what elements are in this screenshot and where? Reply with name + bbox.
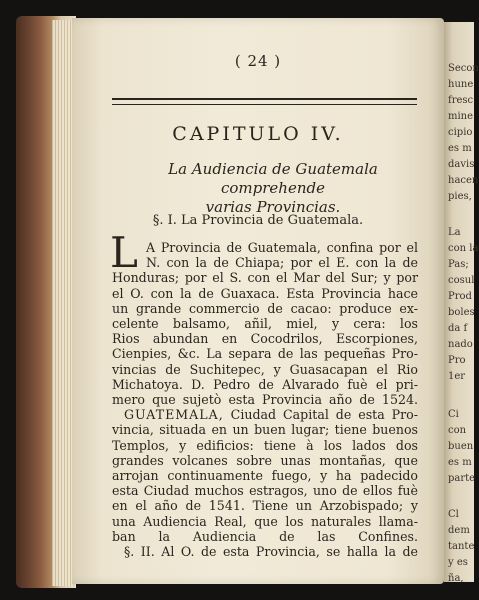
facing-page-fragment: Secon: [448, 63, 479, 74]
facing-page-fragment: tante: [448, 541, 475, 552]
chapter-title: CAPITULO IV.: [172, 123, 344, 145]
text-line: una Audiencia Real, que los naturales llama-: [112, 513, 418, 529]
text-line: Michatoya. D. Pedro de Alvarado fuè el pri-: [112, 376, 418, 392]
text-line: Rios abundan en Cocodrilos, Escorpiones,: [112, 331, 418, 347]
facing-page-fragment: con: [448, 425, 467, 436]
text-line: un grande commercio de cacao: produce ex-: [112, 300, 418, 316]
facing-page-fragment: fresc: [448, 95, 474, 106]
facing-page-fragment: Prod: [448, 291, 472, 302]
facing-page-fragment: cosul: [448, 275, 475, 286]
text-line: Templos, y edificios: tiene à los lados dos: [112, 437, 418, 453]
facing-page-fragment: Ci: [448, 409, 459, 420]
text-line: N. con la de Chiapa; por el E. con la de: [146, 255, 418, 271]
small-caps-word: GUATEMALA,: [124, 407, 224, 423]
facing-page-fragment: cipio: [448, 127, 473, 138]
facing-page-fragment: Pas;: [448, 259, 469, 270]
book-page: [72, 18, 444, 584]
text-line: Cienpies, &c. La separa de las pequeñas Pro-: [112, 346, 418, 362]
facing-page-fragment: y es: [448, 557, 468, 568]
facing-page-fragment: mine: [448, 111, 474, 122]
text-line: mero que sujetò esta Provincia año de 1524.: [112, 392, 418, 407]
page-number: ( 24 ): [234, 52, 282, 70]
facing-page-fragment: parte: [448, 473, 476, 484]
text-line: el O. con la de Guaxaca. Esta Provincia hace: [112, 285, 418, 301]
facing-page: [444, 22, 479, 584]
facing-page-fragment: da f: [448, 323, 468, 334]
facing-page-fragment: hune: [448, 79, 474, 90]
text-line: ban la Audiencia de las Confines.: [112, 528, 418, 544]
text-line: A Provincia de Guatemala, confina por el: [146, 240, 418, 255]
facing-page-fragment: ña,: [448, 573, 464, 584]
facing-page-fragment: dem: [448, 525, 470, 536]
text-line: en el año de 1541. Tiene un Arzobispado; y: [112, 498, 418, 514]
double-rule-bottom: [112, 104, 417, 105]
text-line: esta Ciudad muchos estragos, uno de ellos fuè: [112, 483, 418, 499]
subtitle-line: varias Provincias.: [205, 198, 341, 216]
chapter-subtitle: [128, 160, 418, 217]
section-heading: §. I. La Provincia de Guatemala.: [152, 213, 364, 228]
text-line: §. II. Al O. de esta Provincia, se halla la de: [124, 544, 418, 559]
text-line: arrojan continuamente fuego, y ha padecido: [112, 468, 418, 483]
facing-page-fragment: La: [448, 227, 461, 238]
facing-page-fragment: buen: [448, 441, 474, 452]
double-rule-top: [112, 98, 417, 100]
text-line: grandes volcanes sobre unas montañas, que: [112, 452, 418, 468]
facing-page-fragment: davis: [448, 159, 475, 170]
facing-page-fragment: Pro: [448, 355, 466, 366]
facing-page-fragment: boles: [448, 307, 475, 318]
text-line: vincias de Suchitepec, y Guasacapan el Rio: [112, 361, 418, 377]
text-line: vincia, situada en un buen lugar; tiene buenos: [112, 422, 418, 438]
facing-page-fragment: 1er: [448, 371, 466, 382]
facing-page-fragment: con la: [448, 243, 479, 254]
drop-cap: L: [110, 228, 138, 277]
facing-page-fragment: pies,: [448, 191, 472, 202]
facing-page-fragment: hacen: [448, 175, 479, 186]
text-line: celente balsamo, añil, miel, y cera: los: [112, 316, 418, 331]
page-edges: [52, 20, 74, 586]
text-line: Honduras; por el S. con el Mar del Sur; y por: [112, 270, 418, 286]
facing-page-fragment: es m: [448, 143, 472, 154]
subtitle-line: La Audiencia de Guatemala comprehende: [168, 160, 378, 197]
facing-page-fragment: nado: [448, 339, 473, 350]
facing-page-fragment: Cl: [448, 509, 459, 520]
text-line: GUATEMALA, Ciudad Capital de esta Pro-: [124, 407, 418, 423]
facing-page-fragment: es m: [448, 457, 472, 468]
